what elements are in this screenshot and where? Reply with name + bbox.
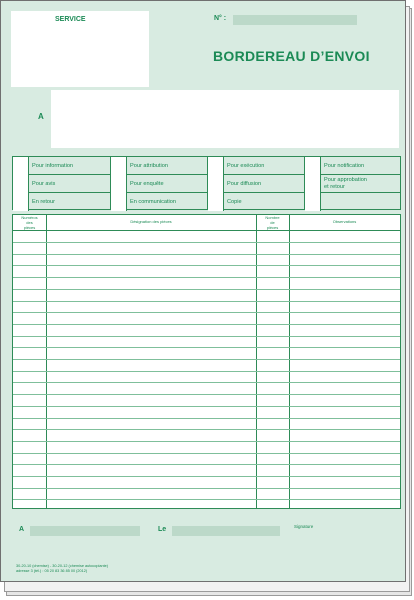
table-row-line [13,464,400,465]
checkbox[interactable] [13,175,29,193]
option-label: Pour attribution [130,162,168,169]
table-row-line [13,324,400,325]
footer-le-label: Le [158,526,167,533]
header-divider [13,230,400,231]
option-pour-execution[interactable] [208,157,304,175]
table-row-line [13,242,400,243]
column-header-numeros: Numéros des pièces [21,215,38,230]
option-pour-avis[interactable] [13,175,110,193]
option-label: Pour avis [32,180,56,187]
option-en-communication[interactable] [111,193,207,211]
table-row-line [13,289,400,290]
option-pour-attribution[interactable] [111,157,207,175]
table-row-line [13,488,400,489]
table-row-line [13,312,400,313]
page-title: BORDEREAU D’ENVOI [213,48,370,64]
option-label: Pour information [32,162,74,169]
column-header-nombre: Nombre de pièces [265,215,280,230]
table-row-line [13,277,400,278]
option-pour-enquete[interactable] [111,175,207,193]
option-label: Pour diffusion [227,180,262,187]
option-label: Pour enquête [130,180,164,187]
option-en-retour[interactable] [13,193,110,211]
checkbox[interactable] [111,175,127,193]
table-row-line [13,453,400,454]
table-row-line [13,418,400,419]
checkbox[interactable] [111,193,127,211]
option-copie[interactable] [208,193,304,211]
table-row-line [13,254,400,255]
checkbox[interactable] [208,193,224,211]
table-row-line [13,406,400,407]
table-row-line [13,394,400,395]
options-grid [12,156,401,210]
table-row-line [13,359,400,360]
checkbox[interactable] [208,175,224,193]
table-row-line [13,371,400,372]
option-label: Pour approbation et retour [324,177,367,190]
number-field[interactable] [233,15,357,25]
pieces-table [12,214,401,509]
option-pour-diffusion[interactable] [208,175,304,193]
option-label: En retour [32,198,56,205]
number-label: N° : [214,15,227,22]
option-label: Pour notification [324,162,365,169]
column-header-designation: Désignation des pièces [130,219,172,224]
option-pour-approbation[interactable] [305,175,400,193]
small-print-line: adresse 3 (tél.) : 05 20 83 36 85 00 (2012) [16,568,88,573]
checkbox[interactable] [305,175,321,193]
column-header-observations: Observations [332,219,357,224]
table-row-line [13,382,400,383]
small-print-line: 30-20-10 (chemise) - 30-20-12 (chemise autocopiante) [16,564,109,568]
checkbox[interactable] [305,157,321,175]
option-label: Copie [227,198,242,205]
checkbox[interactable] [208,157,224,175]
footer-a-label: A [19,526,25,533]
checkbox[interactable] [111,157,127,175]
checkbox[interactable] [13,157,29,175]
checkbox[interactable] [13,193,29,211]
service-label: SERVICE [55,16,86,23]
small-print [16,564,108,573]
signature-label: Signature [294,524,314,529]
table-row-line [13,499,400,500]
recipient-label: A [38,112,44,121]
option-label: En communication [130,198,177,205]
table-row-line [13,441,400,442]
option-label: Pour exécution [227,162,265,169]
footer-a-field[interactable] [30,526,140,536]
option-pour-notification[interactable] [305,157,400,175]
table-row-line [13,347,400,348]
table-row-line [13,429,400,430]
table-row-line [13,336,400,337]
option-empty[interactable] [305,193,400,211]
checkbox[interactable] [305,193,321,211]
recipient-address-box[interactable] [51,90,399,148]
option-pour-information[interactable] [13,157,110,175]
footer-date-field[interactable] [172,526,280,536]
table-row-line [13,265,400,266]
table-row-line [13,301,400,302]
table-row-line [13,476,400,477]
